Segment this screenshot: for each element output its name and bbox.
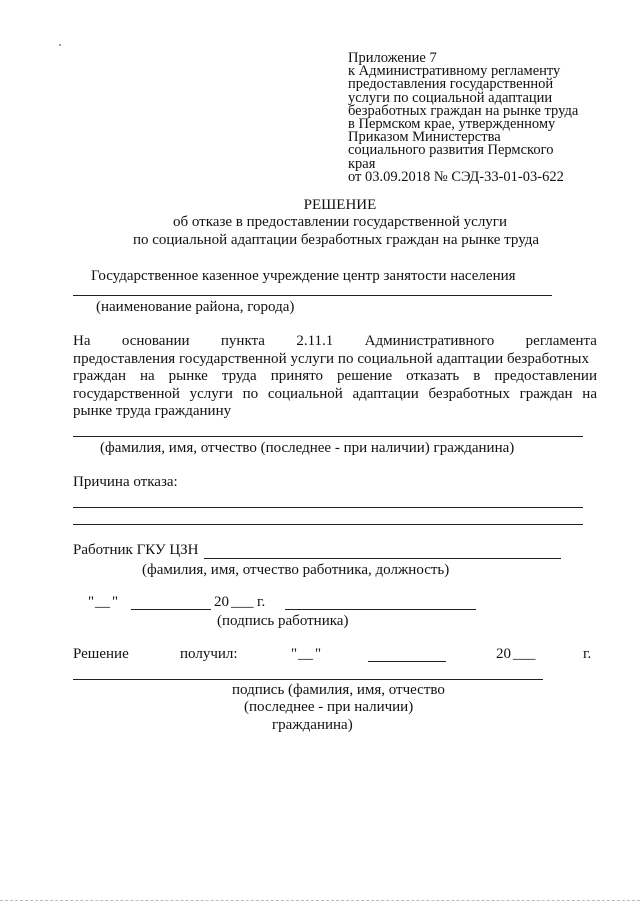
basis-word: предоставлении <box>494 368 597 384</box>
date-month-line <box>131 609 211 610</box>
basis-word: принято <box>270 368 324 384</box>
basis-word: регламента <box>525 333 597 349</box>
citizen-signature-caption-line3: гражданина) <box>272 717 353 733</box>
received-year-blank: ___ <box>513 646 536 662</box>
received-quote-open: " <box>291 646 298 662</box>
basis-word: Административного <box>364 333 495 349</box>
appendix-line: Приказом Министерства <box>348 129 501 146</box>
received-word1: Решение <box>73 646 129 662</box>
date-day-blank: __ <box>95 594 110 610</box>
appendix-line: Приложение 7 <box>348 50 437 66</box>
basis-row <box>73 351 597 369</box>
document-subtitle-line2: по социальной адаптации безработных граждан на рынке труда <box>132 232 540 248</box>
received-year-prefix: 20 <box>496 646 511 662</box>
basis-word: безработных <box>428 385 510 402</box>
reason-label: Причина отказа: <box>73 474 178 490</box>
appendix-line: от 03.09.2018 № СЭД-33-01-03-622 <box>348 168 564 185</box>
received-word2: получил: <box>180 646 238 662</box>
basis-word: основании <box>121 333 190 349</box>
received-month-line <box>368 661 446 662</box>
worker-signature-caption: (подпись работника) <box>217 613 349 629</box>
received-day-blank: __ <box>298 646 313 662</box>
basis-word: государственной <box>73 385 180 402</box>
basis-row <box>73 403 597 421</box>
appendix-line: предоставления государственной <box>348 76 554 93</box>
basis-word: На <box>73 333 91 349</box>
basis-word: в <box>473 368 481 384</box>
page-bottom-edge <box>0 900 640 902</box>
date-quote-open: " <box>88 594 95 610</box>
received-quote-close: " <box>315 646 322 662</box>
date-year-suffix: г. <box>257 594 266 610</box>
district-fill-line <box>73 295 552 296</box>
citizen-signature-caption-line2: (последнее - при наличии) <box>244 699 414 715</box>
citizen-signature-line <box>73 679 543 680</box>
basis-row <box>73 368 597 386</box>
basis-word: 2.11.1 <box>296 333 334 349</box>
basis-text: предоставления государственной услуги по социальной адаптации безработных <box>73 350 590 367</box>
basis-paragraph <box>73 333 597 421</box>
scan-speck <box>59 44 61 46</box>
citizen-fill-line <box>73 436 583 437</box>
worker-label: Работник ГКУ ЦЗН <box>73 542 199 558</box>
worker-caption: (фамилия, имя, отчество работника, должность) <box>142 562 450 578</box>
basis-word: на <box>582 385 597 402</box>
worker-signature-line <box>285 609 476 610</box>
basis-word: решение <box>337 368 393 384</box>
basis-row <box>73 333 597 351</box>
basis-word: рынке <box>168 368 208 384</box>
basis-word: граждан <box>519 385 573 402</box>
reason-fill-line <box>73 507 583 508</box>
district-caption: (наименование района, города) <box>96 299 295 315</box>
appendix-line: социального развития Пермского <box>348 142 554 159</box>
basis-word: отказать <box>406 368 460 384</box>
appendix-line: в Пермском крае, утвержденному <box>348 116 556 133</box>
appendix-header <box>348 52 588 184</box>
citizen-signature-caption-line1: подпись (фамилия, имя, отчество <box>232 682 445 698</box>
basis-word: на <box>139 368 155 384</box>
basis-word: граждан <box>73 368 126 384</box>
received-year-suffix: г. <box>583 646 592 662</box>
institution-name: Государственное казенное учреждение центр занятости населения <box>91 268 516 284</box>
basis-word: услуги <box>189 385 233 402</box>
appendix-line: к Административному регламенту <box>348 63 561 80</box>
basis-word: адаптации <box>352 385 419 402</box>
basis-word: труда <box>221 368 257 384</box>
date-quote-close: " <box>112 594 119 610</box>
appendix-line: безработных граждан на рынке труда <box>348 102 579 119</box>
document-title: РЕШЕНИЕ <box>303 197 377 213</box>
basis-row <box>73 386 597 404</box>
document-subtitle-line1: об отказе в предоставлении государственной услуги <box>172 214 507 230</box>
reason-fill-line <box>73 524 583 525</box>
citizen-caption: (фамилия, имя, отчество (последнее - при наличии) гражданина) <box>100 440 515 456</box>
basis-text: рынке труда гражданину <box>73 403 232 419</box>
basis-word: пункта <box>220 333 265 349</box>
basis-word: по <box>242 385 259 402</box>
appendix-line: услуги по социальной адаптации <box>348 89 553 106</box>
appendix-line: края <box>348 155 376 172</box>
date-year-blank: ___ <box>231 594 254 610</box>
basis-word: социальной <box>267 385 343 402</box>
date-year-prefix: 20 <box>214 594 229 610</box>
worker-fill-line <box>204 558 561 559</box>
